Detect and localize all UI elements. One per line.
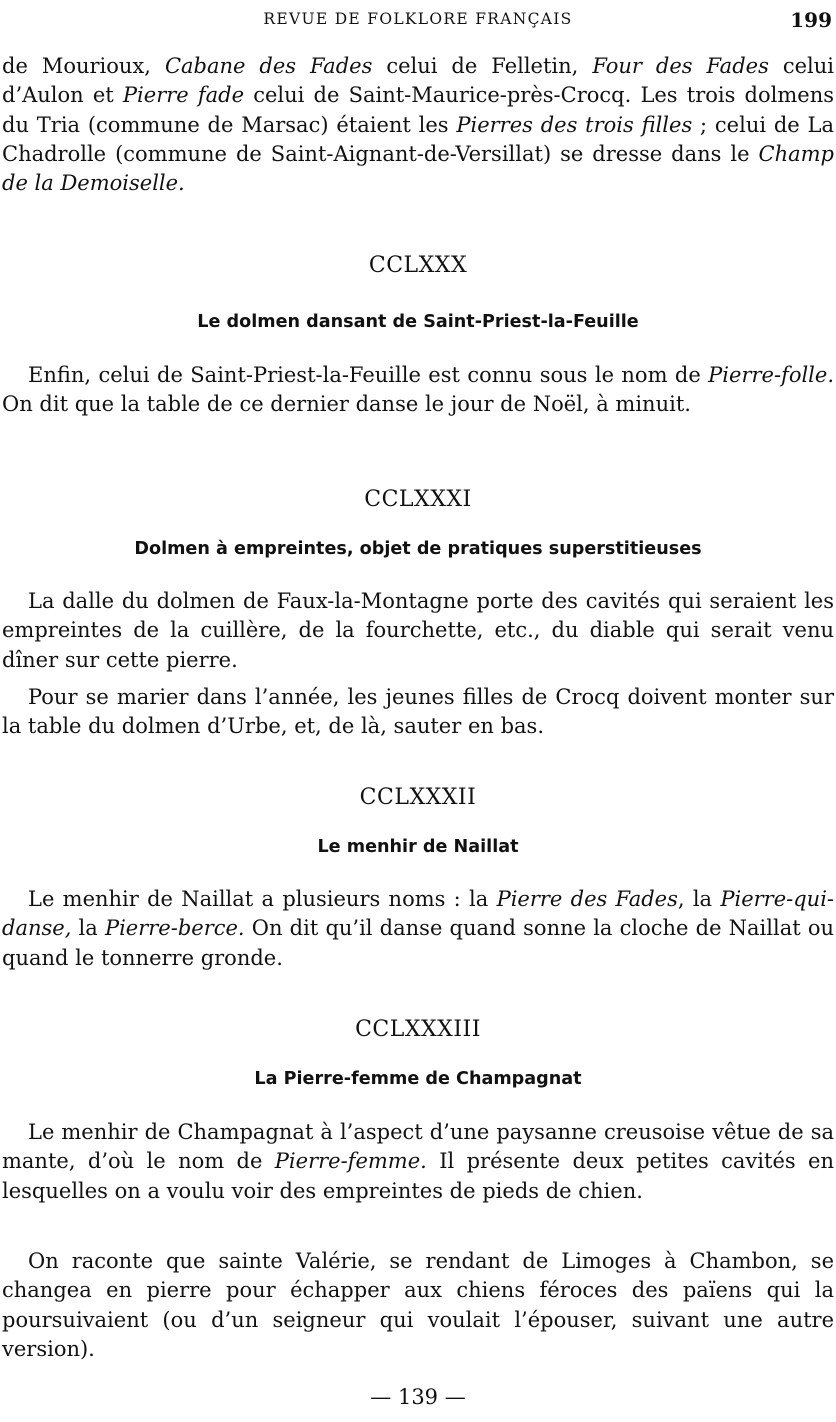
italic-run: Cabane des Fades xyxy=(164,54,373,78)
section-number: CCLXXXII xyxy=(359,785,477,810)
section-title: Le menhir de Naillat xyxy=(317,837,519,857)
section-title: Le dolmen dansant de Saint-Priest-la-Feuille xyxy=(197,312,639,332)
section-title: La Pierre-femme de Champagnat xyxy=(254,1069,582,1089)
text-run: celui de Saint-Maurice-près-Crocq. Les trois dolmens du Tria (commune de Marsac) étaient les xyxy=(2,83,834,137)
text-run: ; celui de La Chadrolle (commune de Saint-Aignant-de-Versillat) se dresse dans le xyxy=(2,112,834,166)
italic-run: Champ de la Demoiselle. xyxy=(2,141,834,196)
section-paragraph xyxy=(2,587,834,675)
running-head xyxy=(0,8,836,32)
text-run: , la xyxy=(677,887,721,911)
italic-run: Four des Fades xyxy=(592,54,769,78)
italic-run: Pierre-qui-danse, xyxy=(2,887,835,941)
text-run: la xyxy=(71,916,105,941)
text-run: La dalle du dolmen de Faux-la-Montagne porte des cavités qui seraient les empreintes de la cuillère, de la fourchette, etc., du diable qui serait venu dîner sur cette pierre. xyxy=(2,589,834,672)
text-run: celui de Felletin, xyxy=(372,54,593,78)
italic-run: Pierre des Fades xyxy=(496,887,678,911)
italic-run: Pierre-femme. xyxy=(274,1149,427,1174)
italic-run: Pierre fade xyxy=(122,83,245,108)
section-paragraph xyxy=(2,1118,834,1206)
section-number: CCLXXX xyxy=(368,253,468,278)
page-number-top: 199 xyxy=(790,8,832,32)
section-paragraph xyxy=(2,361,834,420)
italic-run: Pierre-berce. xyxy=(104,916,245,941)
intro-paragraph xyxy=(2,52,834,198)
text-run: Pour se marier dans l’année, les jeunes filles de Crocq doivent monter sur la table du dolmen d’Urbe, et, de là, sauter en bas. xyxy=(2,685,834,739)
section-number: CCLXXXI xyxy=(364,487,472,512)
text-run: Le menhir de Champagnat à l’aspect d’une paysanne creusoise vêtue de sa mante, d’où le nom de xyxy=(2,1120,834,1174)
text-run: celui d’Aulon et xyxy=(2,54,834,108)
text-run: de Mourioux, xyxy=(2,54,165,78)
section-title: Dolmen à empreintes, objet de pratiques superstitieuses xyxy=(134,539,702,559)
text-run: Il présente deux petites cavités en lesquelles on a voulu voir des empreintes de pieds de chien. xyxy=(2,1149,834,1203)
italic-run: Pierres des trois filles xyxy=(456,112,693,137)
section-paragraph xyxy=(2,1247,834,1364)
text-run: Le menhir de Naillat a plusieurs noms : la xyxy=(28,887,497,911)
section-paragraph xyxy=(2,885,834,973)
text-run: On raconte que sainte Valérie, se rendant de Limoges à Chambon, se changea en pierre pour échapper aux chiens féroces des païens qui la poursuivaient (ou d’un seigneur qui voulait l’épouser, suivant une autre version). xyxy=(2,1249,834,1361)
page-folio: — 139 — xyxy=(370,1385,466,1409)
running-title: REVUE DE FOLKLORE FRANÇAIS xyxy=(263,10,573,28)
text-run: On dit que la table de ce dernier danse le jour de Noël, à minuit. xyxy=(2,392,691,417)
section-paragraph xyxy=(2,683,834,742)
text-run: On dit qu’il danse quand sonne la cloche de Naillat ou quand le tonnerre gronde. xyxy=(2,916,834,970)
section-number: CCLXXXIII xyxy=(355,1017,481,1042)
text-run: Enfin, celui de Saint-Priest-la-Feuille est connu sous le nom de xyxy=(28,363,709,387)
italic-run: Pierre-folle. xyxy=(708,363,834,387)
